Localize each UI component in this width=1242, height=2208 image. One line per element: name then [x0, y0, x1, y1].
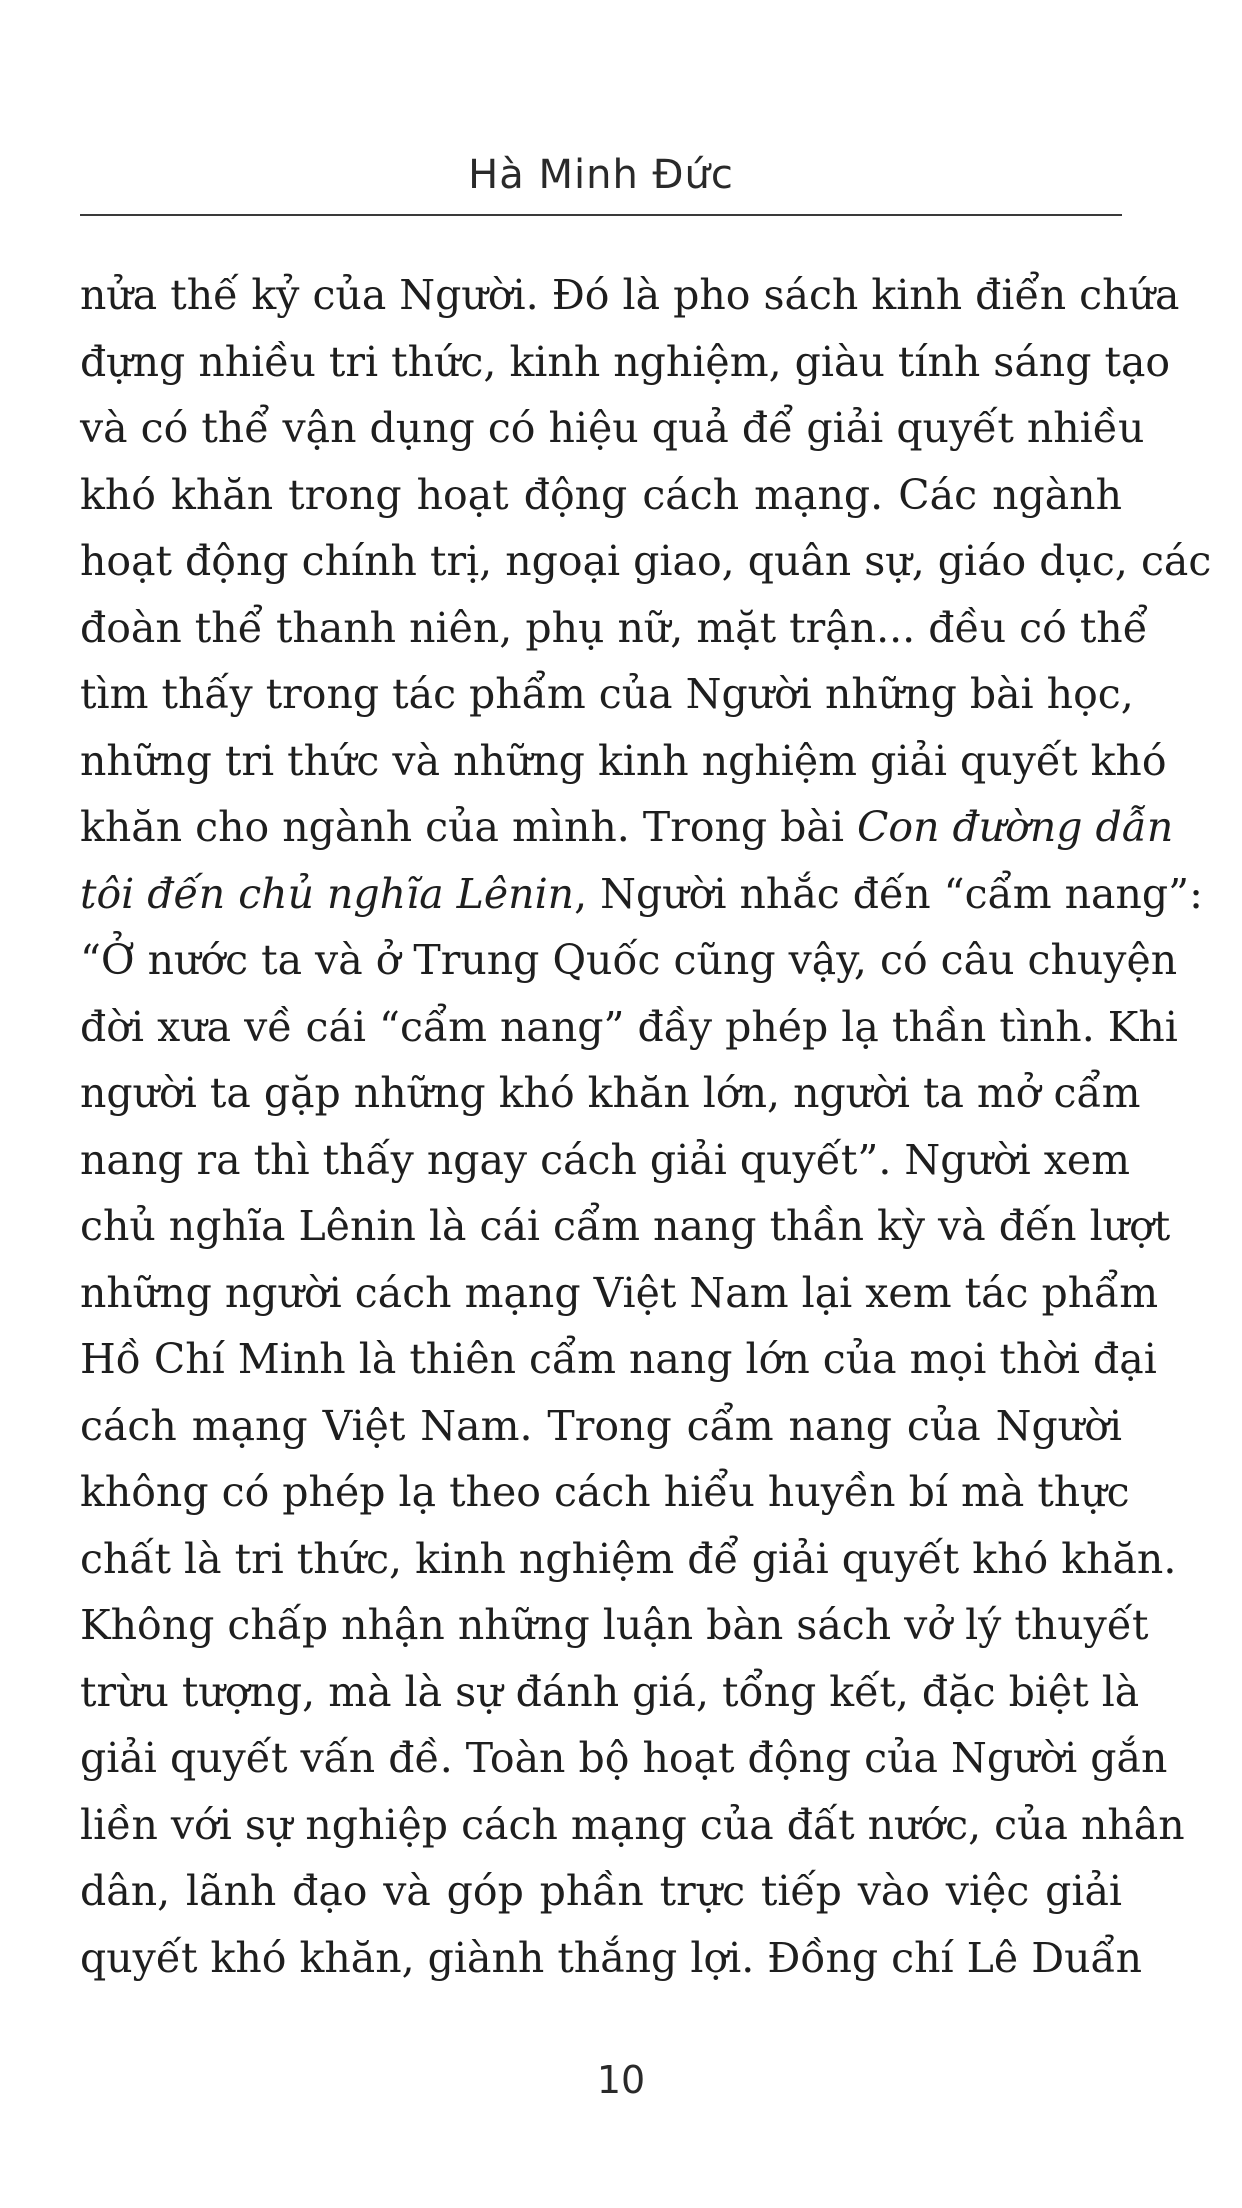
page-number: 10 — [596, 2058, 646, 2102]
text-line: đời xưa về cái “cẩm nang” đầy phép lạ thần tình. Khi — [80, 1002, 1178, 1051]
text-line — [80, 861, 1203, 928]
italic-title-run: tôi đến chủ nghĩa Lênin — [80, 869, 575, 918]
text-line: không có phép lạ theo cách hiểu huyền bí mà thực — [80, 1468, 1130, 1516]
text-line: quyết khó khăn, giành thắng lợi. Đồng chí Lê Duẩn — [80, 1933, 1143, 1982]
text-line: cách mạng Việt Nam. Trong cẩm nang của Người — [80, 1401, 1122, 1450]
text-line: chất là tri thức, kinh nghiệm để giải quyết khó khăn. — [80, 1534, 1177, 1583]
text-line: hoạt động chính trị, ngoại giao, quân sự, giáo dục, các — [80, 537, 1212, 585]
text-line: chủ nghĩa Lênin là cái cẩm nang thần kỳ và đến lượt — [80, 1202, 1171, 1250]
text-line: những người cách mạng Việt Nam lại xem tác phẩm — [80, 1268, 1159, 1317]
text-line — [80, 794, 1174, 861]
body-text — [80, 262, 1212, 1991]
italic-title-run: Con đường dẫn — [857, 803, 1174, 851]
text-line: tìm thấy trong tác phẩm của Người những bài học, — [80, 670, 1134, 718]
text-line: trừu tượng, mà là sự đánh giá, tổng kết, đặc biệt là — [80, 1667, 1140, 1716]
text-line: giải quyết vấn đề. Toàn bộ hoạt động của Người gắn — [80, 1734, 1168, 1782]
running-header-author: Hà Minh Đức — [468, 152, 734, 198]
header-divider — [80, 214, 1122, 216]
text-line: đoàn thể thanh niên, phụ nữ, mặt trận... đều có thể — [80, 603, 1148, 652]
text-line: “Ở nước ta và ở Trung Quốc cũng vậy, có câu chuyện — [80, 936, 1178, 984]
text-line: Không chấp nhận những luận bàn sách vở lý thuyết — [80, 1601, 1149, 1649]
text-line: dân, lãnh đạo và góp phần trực tiếp vào việc giải — [80, 1867, 1122, 1915]
text-line: những tri thức và những kinh nghiệm giải quyết khó — [80, 736, 1167, 785]
text-line: nửa thế kỷ của Người. Đó là pho sách kinh điển chứa — [80, 271, 1180, 319]
text-run: , Người nhắc đến “cẩm nang”: — [574, 869, 1203, 918]
text-line: nang ra thì thấy ngay cách giải quyết”. Người xem — [80, 1135, 1131, 1184]
text-line: đựng nhiều tri thức, kinh nghiệm, giàu tính sáng tạo — [80, 337, 1171, 386]
text-line: Hồ Chí Minh là thiên cẩm nang lớn của mọi thời đại — [80, 1335, 1157, 1383]
text-line: khó khăn trong hoạt động cách mạng. Các ngành — [80, 470, 1122, 519]
text-run: khăn cho ngành của mình. Trong bài — [80, 803, 858, 851]
text-line: liền với sự nghiệp cách mạng của đất nước, của nhân — [80, 1800, 1185, 1849]
text-line: người ta gặp những khó khăn lớn, người ta mở cẩm — [80, 1069, 1141, 1117]
text-line: và có thể vận dụng có hiệu quả để giải quyết nhiều — [80, 404, 1145, 452]
